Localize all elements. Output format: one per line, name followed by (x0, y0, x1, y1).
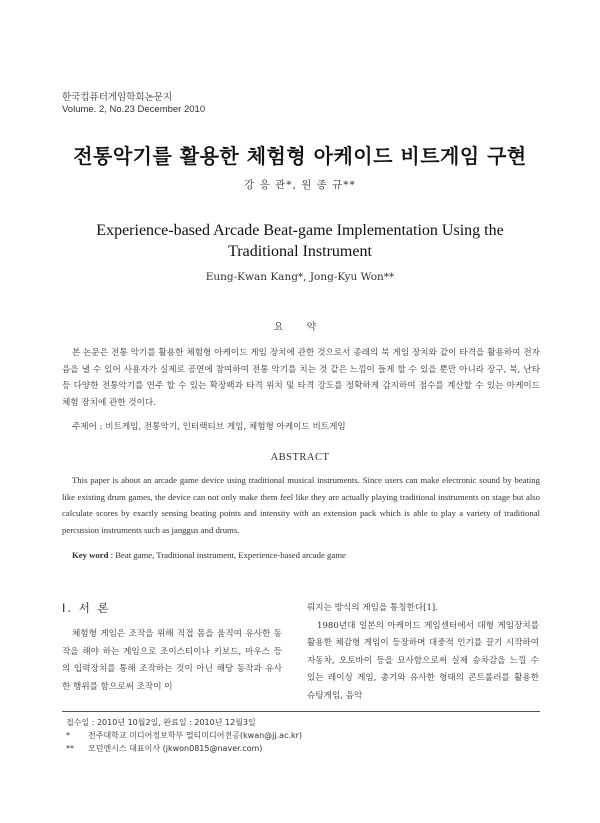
keywords-english-label: Key word (72, 550, 109, 560)
section-1-title: Ⅰ. 서 론 (62, 601, 111, 615)
authors-korean: 강 응 관*, 원 종 규** (244, 179, 356, 191)
footnote-1-mark: * (66, 731, 70, 740)
footnote-2-mark: ** (66, 744, 74, 753)
received-dates: 접수일 : 2010년 10월2일, 완료일 : 2010년 12월3일 (66, 718, 256, 727)
abstract-english: This paper is about an arcade game device using traditional musical instruments. Since users can make electronic sound by beating like existing drum games, the device can not only make them feel like they are actually playing traditional instruments on stage but also calculate scores by exactly sensing beating points and intensity with an extension pack which is able to play a variety of traditional percussion instruments such as janggus and drums. (62, 475, 540, 535)
authors-english: Eung-Kwan Kang*, Jong-Kyu Won** (205, 271, 395, 283)
keywords-english (72, 550, 346, 560)
keywords-korean: 주제어 : 비트게임, 전통악기, 인터랙티브 게임, 체험형 아케이드 비트게임 (72, 422, 346, 432)
footnote-divider (62, 711, 540, 712)
section-1-paragraph-2: 1980년대 일본의 아케이드 게임센터에서 대형 게임장치를 활용한 체감형 게임이 등장하며 대중적 인기를 끌기 시작하여 자동차, 오토바이 등을 묘사함으로써 실제 승차감을 느낄 수 있는 레이싱 게임, 총기와 유사한 형태의 콘트롤러를 활용한 슈팅게임, 음악 (307, 620, 539, 701)
footnote-2-text: 모던엔시스 대표이사 (jkwon0815@naver.com) (88, 744, 263, 753)
section-1-paragraph-1: 체험형 게임은 조작을 위해 직접 몸을 움직여 유사한 동작을 해야 하는 게임으로 조이스티이나 키보드, 마우스 등의 입력장치를 통해 조작하는 것이 아닌 해당 동작과 유사한 행위를 함으로써 조작이 이 (62, 629, 282, 692)
footnote-2 (66, 742, 302, 755)
journal-name: 한국컴퓨터게임학회논문지 (62, 92, 173, 103)
keywords-english-list: : Beat game, Traditional instrument, Experience-based arcade game (108, 550, 346, 560)
journal-header (62, 92, 205, 116)
abstract-korean-heading: 요 약 (273, 322, 327, 333)
left-column (62, 600, 282, 696)
footnotes (66, 716, 302, 755)
footnote-1 (66, 729, 302, 742)
title-korean: 전통악기를 활용한 체험형 아케이드 비트게임 구현 (73, 144, 527, 168)
section-1-paragraph-1-continued: 뤄지는 방식의 게임을 통칭한다[1]. (307, 603, 439, 613)
right-column (307, 600, 539, 705)
footnote-1-text: 전주대학교 미디어정보학부 멀티미디어전공(kwan@jj.ac.kr) (88, 731, 303, 740)
title-english: Experience-based Arcade Beat-game Implementation Using the Traditional Instrument (96, 222, 504, 260)
abstract-english-heading: ABSTRACT (270, 452, 330, 463)
abstract-korean: 본 논문은 전통 악기를 활용한 체험형 아케이드 게임 장치에 관한 것으로서 종래의 북 게임 장치와 같이 타격을 활용하여 전자음을 낼 수 있어 사용자가 실제로 공연에 참여하여 전통 악기를 치는 것 같은 느낌이 들게 할 수 있을 뿐만 아니라 장구, 북, 난타 등 다양한 전통악기를 연주 할 수 있는 확장팩과 타격 위치 및 타격 강도를 정확하게 감지하여 점수를 계산할 수 있는 아케이드 체험 장치에 관한 것이다. (62, 348, 540, 408)
journal-issue: Volume. 2, No.23 December 2010 (62, 104, 206, 115)
